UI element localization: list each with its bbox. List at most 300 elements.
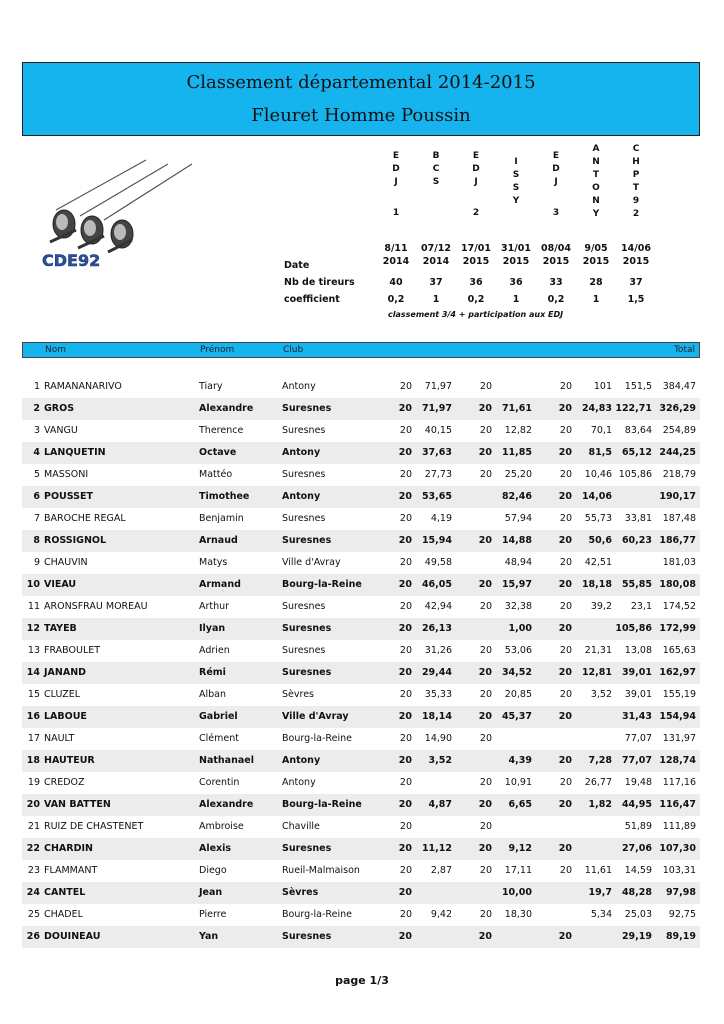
row-club: Bourg-la-Reine [282, 909, 352, 920]
row-prenom: Diego [199, 865, 227, 876]
row-score: 49,58 [424, 557, 452, 568]
row-rank: 8 [33, 535, 40, 546]
row-total: 155,19 [662, 689, 696, 700]
row-score: 81,5 [588, 447, 612, 458]
event-letter: C [432, 164, 440, 174]
row-score: 2,87 [430, 865, 452, 876]
event-number: 1 [392, 208, 400, 218]
row-score: 20 [398, 711, 412, 722]
row-score: 20 [398, 799, 412, 810]
table-row [22, 530, 700, 552]
row-club: Suresnes [282, 931, 332, 942]
row-score: 25,20 [504, 469, 532, 480]
row-score: 20 [559, 645, 572, 656]
row-score: 20 [399, 381, 412, 392]
row-score: 12,82 [504, 425, 532, 436]
row-score: 50,6 [588, 535, 612, 546]
row-score: 9,12 [508, 843, 532, 854]
event-date [536, 242, 576, 268]
event-date-day: 17/01 [461, 243, 491, 254]
row-nom: RUIZ DE CHASTENET [44, 821, 144, 832]
event-date [496, 242, 536, 268]
row-total: 187,48 [662, 513, 696, 524]
event-letter: T [592, 170, 600, 180]
row-score: 20 [479, 733, 492, 744]
row-score: 83,64 [624, 425, 652, 436]
event-date-year: 2015 [542, 256, 570, 267]
row-total: 326,29 [659, 403, 696, 414]
table-row [22, 420, 700, 442]
row-nom: FLAMMANT [44, 865, 98, 876]
table-row [22, 794, 700, 816]
row-score: 71,97 [424, 381, 452, 392]
row-prenom: Armand [199, 579, 241, 590]
row-club: Antony [282, 491, 321, 502]
logo-text: CDE92 [42, 251, 101, 270]
coef-label: coefficient [284, 294, 340, 305]
row-total: 244,25 [659, 447, 696, 458]
row-score: 20 [559, 469, 572, 480]
page-number: page 1/3 [335, 974, 389, 987]
row-score: 42,94 [424, 601, 452, 612]
col-nom: Nom [45, 345, 67, 355]
row-score: 20 [398, 887, 412, 898]
row-prenom: Alexandre [199, 799, 254, 810]
row-score: 20 [479, 381, 492, 392]
row-rank: 23 [27, 865, 40, 876]
title-line-2: Fleuret Homme Poussin [251, 105, 471, 126]
row-rank: 19 [27, 777, 40, 788]
row-score: 20 [478, 667, 492, 678]
row-club: Bourg-la-Reine [282, 579, 362, 590]
row-nom: ARONSFRAU MOREAU [44, 601, 148, 612]
row-prenom: Tiary [199, 381, 223, 392]
row-score: 20 [479, 909, 492, 920]
row-score: 11,12 [421, 843, 452, 854]
row-score: 31,43 [621, 711, 652, 722]
row-prenom: Nathanael [199, 755, 254, 766]
row-nom: LABOUE [44, 711, 87, 722]
row-rank: 6 [33, 491, 40, 502]
row-prenom: Arnaud [199, 535, 238, 546]
col-total: Total [673, 345, 695, 355]
row-rank: 2 [33, 403, 40, 414]
row-total: 384,47 [662, 381, 696, 392]
row-score: 15,97 [501, 579, 532, 590]
row-prenom: Rémi [199, 667, 226, 678]
row-score: 20 [559, 557, 572, 568]
table-row [22, 706, 700, 728]
row-score: 20 [399, 909, 412, 920]
table-row [22, 596, 700, 618]
row-score: 77,07 [624, 733, 652, 744]
event-date-year: 2014 [422, 256, 450, 267]
row-total: 186,77 [659, 535, 696, 546]
row-rank: 14 [26, 667, 40, 678]
row-score: 20 [479, 469, 492, 480]
row-score: 4,19 [430, 513, 452, 524]
table-row [22, 398, 700, 420]
fencing-masks-icon [36, 158, 196, 278]
row-club: Suresnes [282, 667, 332, 678]
row-club: Bourg-la-Reine [282, 799, 362, 810]
row-prenom: Therence [199, 425, 244, 436]
title-banner [22, 62, 700, 136]
row-total: 107,30 [659, 843, 696, 854]
row-prenom: Yan [199, 931, 219, 942]
row-score: 44,95 [621, 799, 652, 810]
row-club: Antony [282, 755, 321, 766]
row-total: 180,08 [659, 579, 696, 590]
table-row [22, 728, 700, 750]
row-nom: VAN BATTEN [44, 799, 111, 810]
row-score: 20 [558, 491, 572, 502]
table-row [22, 882, 700, 904]
event-tireurs: 40 [389, 277, 403, 288]
row-score: 70,1 [590, 425, 612, 436]
row-score: 12,81 [581, 667, 612, 678]
event-date-day: 07/12 [421, 243, 451, 254]
row-nom: HAUTEUR [44, 755, 95, 766]
event-coef: 0,2 [547, 294, 565, 305]
row-nom: NAULT [44, 733, 75, 744]
row-club: Suresnes [282, 843, 332, 854]
row-score: 18,18 [581, 579, 612, 590]
row-prenom: Gabriel [199, 711, 238, 722]
row-score: 20 [398, 491, 412, 502]
row-score: 20 [479, 645, 492, 656]
row-rank: 9 [33, 557, 40, 568]
row-score: 26,13 [421, 623, 452, 634]
row-rank: 16 [26, 711, 40, 722]
row-score: 20 [558, 623, 572, 634]
row-score: 20 [398, 667, 412, 678]
row-score: 13,08 [624, 645, 652, 656]
event-letter: N [592, 157, 600, 167]
table-row [22, 816, 700, 838]
row-score: 3,52 [590, 689, 612, 700]
table-row [22, 750, 700, 772]
row-score: 151,5 [624, 381, 652, 392]
row-score: 20 [399, 865, 412, 876]
row-total: 111,89 [662, 821, 696, 832]
event-letter: S [512, 170, 520, 180]
row-score: 20 [558, 667, 572, 678]
event-letter: D [472, 164, 480, 174]
table-row [22, 838, 700, 860]
row-score: 39,01 [621, 667, 652, 678]
row-score: 20 [478, 535, 492, 546]
event-letter: S [432, 177, 440, 187]
event-date-year: 2015 [622, 256, 650, 267]
row-nom: CHARDIN [44, 843, 93, 854]
row-rank: 15 [27, 689, 40, 700]
table-row [22, 772, 700, 794]
row-score: 82,46 [501, 491, 532, 502]
row-prenom: Matys [199, 557, 228, 568]
table-row [22, 508, 700, 530]
row-club: Suresnes [282, 403, 332, 414]
row-score: 71,97 [421, 403, 452, 414]
row-rank: 26 [26, 931, 40, 942]
row-score: 27,06 [621, 843, 652, 854]
row-score: 1,00 [508, 623, 532, 634]
row-score: 4,39 [508, 755, 532, 766]
row-score: 20 [399, 733, 412, 744]
event-letter: T [632, 183, 640, 193]
event-coef: 1,5 [627, 294, 645, 305]
row-nom: MASSONI [44, 469, 89, 480]
event-date-day: 08/04 [541, 243, 571, 254]
row-score: 20 [478, 931, 492, 942]
row-nom: TAYEB [44, 623, 77, 634]
row-score: 35,33 [424, 689, 452, 700]
row-rank: 1 [33, 381, 40, 392]
row-nom: GROS [44, 403, 75, 414]
row-score: 7,28 [588, 755, 612, 766]
event-letter: E [392, 151, 400, 161]
row-nom: RAMANANARIVO [44, 381, 122, 392]
event-header [416, 150, 456, 189]
row-prenom: Octave [199, 447, 237, 458]
event-letter: H [632, 157, 640, 167]
row-club: Bourg-la-Reine [282, 733, 352, 744]
row-score: 17,11 [504, 865, 532, 876]
row-score: 34,52 [501, 667, 532, 678]
row-club: Suresnes [282, 535, 332, 546]
table-row [22, 640, 700, 662]
row-nom: CANTEL [44, 887, 86, 898]
event-date-year: 2014 [382, 256, 410, 267]
row-score: 20 [399, 469, 412, 480]
table-row [22, 926, 700, 948]
row-prenom: Ambroise [199, 821, 244, 832]
row-score: 20 [479, 425, 492, 436]
event-letter: S [512, 183, 520, 193]
row-total: 117,16 [662, 777, 696, 788]
event-letter: J [394, 177, 398, 187]
event-letter: 2 [632, 209, 640, 219]
row-total: 181,03 [662, 557, 696, 568]
row-score: 18,30 [504, 909, 532, 920]
row-score: 20 [399, 777, 412, 788]
row-score: 20 [398, 579, 412, 590]
event-header [496, 156, 536, 208]
row-score: 20 [479, 865, 492, 876]
row-score: 20,85 [504, 689, 532, 700]
event-letter: C [632, 144, 640, 154]
row-nom: FRABOULET [44, 645, 101, 656]
row-club: Suresnes [282, 623, 332, 634]
row-total: 254,89 [662, 425, 696, 436]
row-score: 20 [559, 425, 572, 436]
event-header [616, 143, 656, 221]
row-score: 32,38 [504, 601, 532, 612]
event-letter: A [592, 144, 600, 154]
row-score: 20 [398, 931, 412, 942]
row-score: 77,07 [621, 755, 652, 766]
row-score: 10,91 [504, 777, 532, 788]
row-total: 92,75 [668, 909, 696, 920]
row-score: 9,42 [430, 909, 452, 920]
event-letter: D [392, 164, 400, 174]
row-nom: DOUINEAU [44, 931, 101, 942]
row-score: 53,65 [421, 491, 452, 502]
row-score: 20 [559, 601, 572, 612]
row-club: Suresnes [282, 425, 326, 436]
row-club: Sèvres [282, 689, 314, 700]
row-score: 20 [558, 931, 572, 942]
row-score: 20 [559, 381, 572, 392]
row-score: 20 [479, 821, 492, 832]
row-score: 11,61 [584, 865, 612, 876]
event-header [536, 150, 576, 218]
row-prenom: Clément [199, 733, 239, 744]
event-tireurs: 36 [509, 277, 523, 288]
event-coef: 1 [592, 294, 600, 305]
row-score: 5,34 [590, 909, 612, 920]
row-prenom: Adrien [199, 645, 230, 656]
row-prenom: Timothee [199, 491, 250, 502]
row-rank: 20 [26, 799, 40, 810]
row-rank: 18 [26, 755, 40, 766]
row-score: 60,23 [621, 535, 652, 546]
row-score: 37,63 [421, 447, 452, 458]
row-club: Antony [282, 777, 316, 788]
row-club: Rueil-Malmaison [282, 865, 360, 876]
table-row [22, 684, 700, 706]
row-rank: 3 [33, 425, 40, 436]
event-tireurs: 37 [429, 277, 443, 288]
table-row [22, 904, 700, 926]
row-nom: CREDOZ [44, 777, 85, 788]
event-letter: Y [512, 196, 520, 206]
row-total: 162,97 [659, 667, 696, 678]
row-score: 33,81 [624, 513, 652, 524]
row-club: Suresnes [282, 469, 326, 480]
row-score: 14,06 [581, 491, 612, 502]
row-prenom: Ilyan [199, 623, 226, 634]
row-score: 39,2 [590, 601, 612, 612]
row-score: 51,89 [624, 821, 652, 832]
row-score: 40,15 [424, 425, 452, 436]
row-prenom: Alexandre [199, 403, 254, 414]
row-score: 20 [479, 601, 492, 612]
row-score: 4,87 [428, 799, 452, 810]
event-date [376, 242, 416, 268]
row-rank: 17 [27, 733, 40, 744]
col-prenom: Prénom [200, 345, 235, 355]
row-score: 25,03 [624, 909, 652, 920]
row-prenom: Jean [199, 887, 223, 898]
table-row [22, 464, 700, 486]
table-row [22, 552, 700, 574]
row-club: Ville d'Avray [282, 711, 349, 722]
row-score: 55,85 [621, 579, 652, 590]
event-coef: 1 [512, 294, 520, 305]
event-letter: O [592, 183, 600, 193]
row-score: 20 [478, 579, 492, 590]
table-row [22, 618, 700, 640]
row-nom: JANAND [44, 667, 87, 678]
row-rank: 10 [26, 579, 40, 590]
row-score: 20 [479, 777, 492, 788]
event-letter: I [514, 157, 518, 167]
row-total: 89,19 [665, 931, 696, 942]
event-date [576, 242, 616, 268]
row-score: 14,90 [424, 733, 452, 744]
row-score: 20 [399, 513, 412, 524]
row-prenom: Alexis [199, 843, 232, 854]
row-score: 45,37 [501, 711, 532, 722]
row-club: Sèvres [282, 887, 319, 898]
event-header [376, 150, 416, 218]
row-score: 10,46 [584, 469, 612, 480]
table-row [22, 376, 700, 398]
event-date-day: 8/11 [384, 243, 408, 254]
row-club: Antony [282, 381, 316, 392]
cde92-logo [36, 158, 196, 278]
row-club: Antony [282, 447, 321, 458]
event-letter: Y [592, 209, 600, 219]
table-row [22, 662, 700, 684]
row-score: 3,52 [428, 755, 452, 766]
event-letter: P [632, 170, 640, 180]
row-score: 31,26 [424, 645, 452, 656]
event-letter: N [592, 196, 600, 206]
table-row [22, 860, 700, 882]
row-prenom: Mattéo [199, 469, 233, 480]
row-score: 20 [558, 711, 572, 722]
row-prenom: Alban [199, 689, 227, 700]
row-score: 20 [478, 799, 492, 810]
row-score: 20 [479, 689, 492, 700]
row-score: 20 [398, 403, 412, 414]
row-rank: 21 [27, 821, 40, 832]
event-number: 2 [472, 208, 480, 218]
row-score: 15,94 [421, 535, 452, 546]
row-score: 65,12 [621, 447, 652, 458]
row-score: 20 [399, 425, 412, 436]
row-total: 103,31 [662, 865, 696, 876]
row-rank: 4 [33, 447, 40, 458]
event-date-day: 14/06 [621, 243, 651, 254]
row-club: Suresnes [282, 601, 326, 612]
row-score: 20 [559, 865, 572, 876]
row-total: 128,74 [659, 755, 696, 766]
row-score: 14,88 [501, 535, 532, 546]
event-letter: B [432, 151, 440, 161]
row-score: 105,86 [618, 469, 652, 480]
date-label: Date [284, 260, 310, 271]
row-score: 29,44 [421, 667, 452, 678]
row-score: 20 [399, 821, 412, 832]
row-score: 19,7 [588, 887, 612, 898]
event-letter: E [472, 151, 480, 161]
row-total: 131,97 [662, 733, 696, 744]
table-row [22, 486, 700, 508]
row-score: 20 [478, 403, 492, 414]
row-total: 218,79 [662, 469, 696, 480]
row-score: 48,28 [621, 887, 652, 898]
row-score: 20 [478, 711, 492, 722]
event-header [456, 150, 496, 218]
row-rank: 13 [27, 645, 40, 656]
row-score: 42,51 [584, 557, 612, 568]
row-nom: VIEAU [44, 579, 77, 590]
row-score: 122,71 [615, 403, 652, 414]
row-score: 20 [399, 689, 412, 700]
